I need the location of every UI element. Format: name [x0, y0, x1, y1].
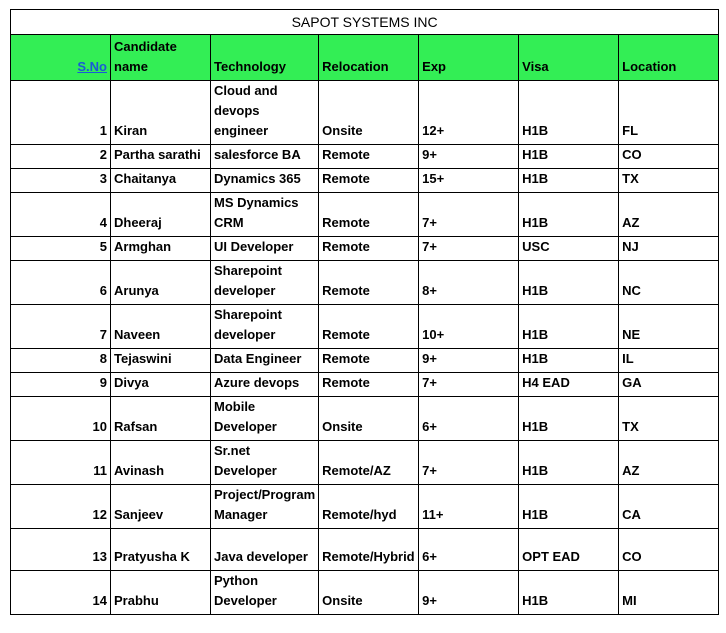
row-relocation[interactable]: Onsite [319, 571, 419, 615]
row-sno[interactable]: 3 [11, 169, 111, 193]
row-relocation[interactable]: Remote [319, 237, 419, 261]
table-row [11, 397, 719, 441]
table-row [11, 305, 719, 349]
table-row [11, 441, 719, 485]
table-row [11, 261, 719, 305]
row-candidate-name[interactable]: Avinash [111, 441, 211, 485]
row-location[interactable]: TX [619, 169, 719, 193]
row-visa[interactable]: H1B [519, 145, 619, 169]
row-candidate-name[interactable]: Armghan [111, 237, 211, 261]
row-location[interactable]: AZ [619, 441, 719, 485]
table-row [11, 169, 719, 193]
row-candidate-name[interactable]: Tejaswini [111, 349, 211, 373]
row-location[interactable]: IL [619, 349, 719, 373]
row-exp[interactable]: 9+ [419, 145, 519, 169]
row-sno[interactable]: 4 [11, 193, 111, 237]
table-row [11, 485, 719, 529]
row-relocation[interactable]: Remote/AZ [319, 441, 419, 485]
table-row [11, 81, 719, 145]
row-relocation[interactable]: Remote [319, 145, 419, 169]
header-candidate-name[interactable]: Candidate name [111, 35, 211, 81]
row-candidate-name[interactable]: Sanjeev [111, 485, 211, 529]
header-location[interactable]: Location [619, 35, 719, 81]
table-row [11, 145, 719, 169]
row-exp[interactable]: 9+ [419, 571, 519, 615]
row-technology[interactable]: Project/Program Manager [211, 485, 319, 529]
row-sno[interactable]: 8 [11, 349, 111, 373]
row-technology[interactable]: MS Dynamics CRM [211, 193, 319, 237]
row-relocation[interactable]: Remote/Hybrid [319, 529, 419, 571]
row-visa[interactable]: H1B [519, 349, 619, 373]
row-relocation[interactable]: Onsite [319, 397, 419, 441]
row-location[interactable]: NJ [619, 237, 719, 261]
row-technology[interactable]: Mobile Developer [211, 397, 319, 441]
row-technology[interactable]: UI Developer [211, 237, 319, 261]
row-relocation[interactable]: Onsite [319, 81, 419, 145]
row-visa[interactable]: H1B [519, 305, 619, 349]
row-visa[interactable]: H1B [519, 485, 619, 529]
table-row [11, 373, 719, 397]
row-technology[interactable]: Data Engineer [211, 349, 319, 373]
row-technology[interactable]: Java developer [211, 529, 319, 571]
row-exp[interactable]: 9+ [419, 349, 519, 373]
row-location[interactable]: MI [619, 571, 719, 615]
row-technology[interactable]: Sharepoint developer [211, 305, 319, 349]
header-technology[interactable]: Technology [211, 35, 319, 81]
row-candidate-name[interactable]: Prabhu [111, 571, 211, 615]
row-sno[interactable]: 6 [11, 261, 111, 305]
row-location[interactable]: AZ [619, 193, 719, 237]
header-exp[interactable]: Exp [419, 35, 519, 81]
row-exp[interactable]: 15+ [419, 169, 519, 193]
table-row [11, 349, 719, 373]
row-exp[interactable]: 6+ [419, 397, 519, 441]
row-location[interactable]: NE [619, 305, 719, 349]
header-visa[interactable]: Visa [519, 35, 619, 81]
row-exp[interactable]: 8+ [419, 261, 519, 305]
row-location[interactable]: FL [619, 81, 719, 145]
row-relocation[interactable]: Remote [319, 373, 419, 397]
row-exp[interactable]: 10+ [419, 305, 519, 349]
candidates-sheet [10, 9, 719, 615]
row-relocation[interactable]: Remote/hyd [319, 485, 419, 529]
sheet-title[interactable]: SAPOT SYSTEMS INC [11, 10, 719, 35]
row-candidate-name[interactable]: Rafsan [111, 397, 211, 441]
row-technology[interactable]: Python Developer [211, 571, 319, 615]
row-visa[interactable]: H4 EAD [519, 373, 619, 397]
row-candidate-name[interactable]: Naveen [111, 305, 211, 349]
row-location[interactable]: CA [619, 485, 719, 529]
row-candidate-name[interactable]: Chaitanya [111, 169, 211, 193]
row-candidate-name[interactable]: Divya [111, 373, 211, 397]
row-sno[interactable]: 2 [11, 145, 111, 169]
row-location[interactable]: GA [619, 373, 719, 397]
row-visa[interactable]: H1B [519, 169, 619, 193]
row-visa[interactable]: H1B [519, 441, 619, 485]
row-relocation[interactable]: Remote [319, 349, 419, 373]
row-location[interactable]: CO [619, 145, 719, 169]
row-candidate-name[interactable]: Pratyusha K [111, 529, 211, 571]
row-exp[interactable]: 11+ [419, 485, 519, 529]
row-technology[interactable]: Sharepoint developer [211, 261, 319, 305]
row-technology[interactable]: Azure devops [211, 373, 319, 397]
row-technology[interactable]: Sr.net Developer [211, 441, 319, 485]
row-visa[interactable]: H1B [519, 571, 619, 615]
header-relocation[interactable]: Relocation [319, 35, 419, 81]
row-exp[interactable]: 12+ [419, 81, 519, 145]
row-candidate-name[interactable]: Arunya [111, 261, 211, 305]
row-exp[interactable]: 6+ [419, 529, 519, 571]
row-sno[interactable]: 7 [11, 305, 111, 349]
row-location[interactable]: CO [619, 529, 719, 571]
row-relocation[interactable]: Remote [319, 305, 419, 349]
row-candidate-name[interactable]: Dheeraj [111, 193, 211, 237]
row-sno[interactable]: 14 [11, 571, 111, 615]
row-sno[interactable]: 13 [11, 529, 111, 571]
table-row [11, 237, 719, 261]
row-sno[interactable]: 11 [11, 441, 111, 485]
header-sno-link[interactable]: S.No [11, 35, 111, 81]
row-technology[interactable]: Cloud and devops engineer [211, 81, 319, 145]
row-technology[interactable]: Dynamics 365 [211, 169, 319, 193]
row-relocation[interactable]: Remote [319, 261, 419, 305]
row-sno[interactable]: 10 [11, 397, 111, 441]
table-row [11, 571, 719, 615]
row-visa[interactable]: H1B [519, 81, 619, 145]
row-visa[interactable]: USC [519, 237, 619, 261]
row-relocation[interactable]: Remote [319, 193, 419, 237]
row-sno[interactable]: 1 [11, 81, 111, 145]
row-visa[interactable]: H1B [519, 193, 619, 237]
row-visa[interactable]: H1B [519, 261, 619, 305]
row-sno[interactable]: 5 [11, 237, 111, 261]
row-relocation[interactable]: Remote [319, 169, 419, 193]
row-sno[interactable]: 9 [11, 373, 111, 397]
row-candidate-name[interactable]: Kiran [111, 81, 211, 145]
row-exp[interactable]: 7+ [419, 373, 519, 397]
row-visa[interactable]: OPT EAD [519, 529, 619, 571]
row-exp[interactable]: 7+ [419, 237, 519, 261]
row-exp[interactable]: 7+ [419, 193, 519, 237]
row-location[interactable]: TX [619, 397, 719, 441]
table-row [11, 529, 719, 571]
row-technology[interactable]: salesforce BA [211, 145, 319, 169]
row-sno[interactable]: 12 [11, 485, 111, 529]
row-visa[interactable]: H1B [519, 397, 619, 441]
header-row [11, 35, 719, 81]
table-row [11, 193, 719, 237]
row-candidate-name[interactable]: Partha sarathi [111, 145, 211, 169]
row-location[interactable]: NC [619, 261, 719, 305]
row-exp[interactable]: 7+ [419, 441, 519, 485]
